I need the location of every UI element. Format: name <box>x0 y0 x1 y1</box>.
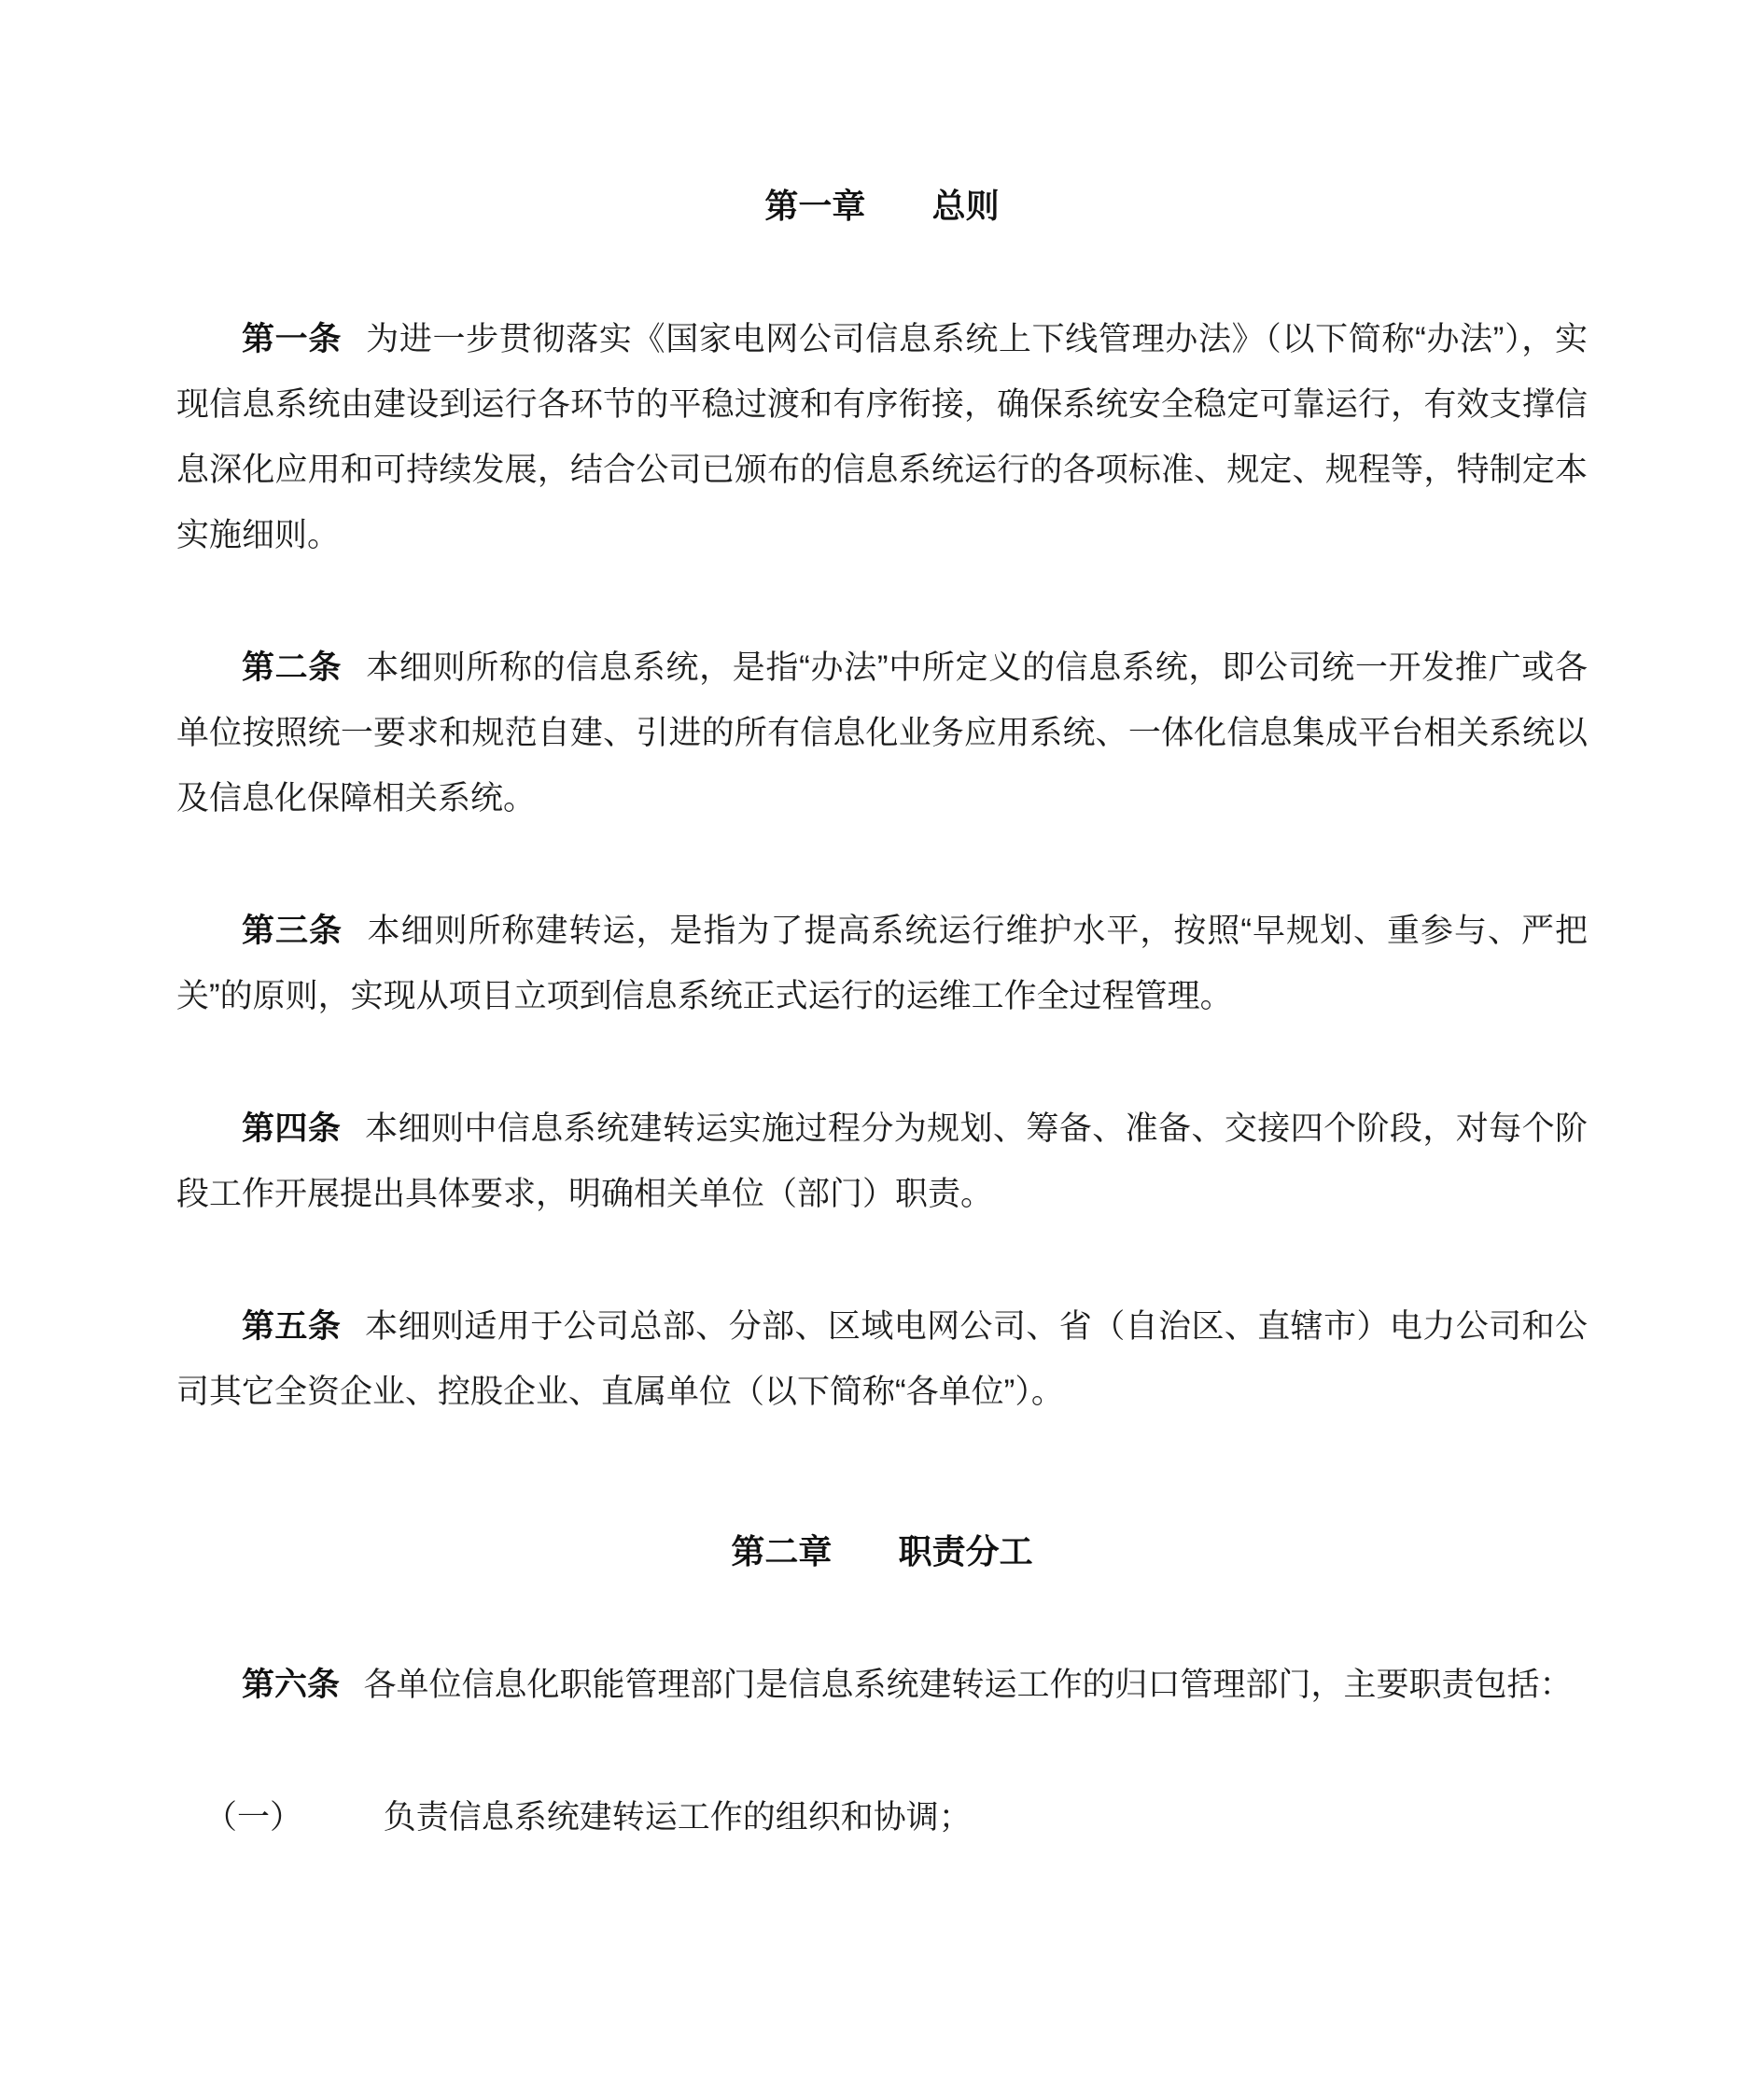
article-6-body: 各单位信息化职能管理部门是信息系统建转运工作的归口管理部门，主要职责包括： <box>363 1667 1573 1703</box>
chapter-1-title: 总则 <box>931 187 1000 225</box>
article-3-label: 第三条 <box>242 913 343 949</box>
article-1 <box>176 307 1588 568</box>
article-3 <box>176 899 1588 1029</box>
chapter-2-number: 第二章 <box>731 1532 833 1570</box>
article-3-body: 本细则所称建转运，是指为了提高系统运行维护水平，按照“早规划、重参与、严把关”的原则，实现从项目立项到信息系统正式运行的运维工作全过程管理。 <box>176 913 1588 1014</box>
article-1-label: 第一条 <box>242 321 343 357</box>
article-2-body: 本细则所称的信息系统，是指“办法”中所定义的信息系统，即公司统一开发推广或各单位按照统一要求和规范自建、引进的所有信息化业务应用系统、一体化信息集成平台相关系统以及信息化保障相关系统。 <box>176 649 1588 817</box>
article-5-body: 本细则适用于公司总部、分部、区域电网公司、省（自治区、直辖市）电力公司和公司其它全资企业、控股企业、直属单位（以下简称“各单位”）。 <box>176 1308 1588 1410</box>
chapter-1-number: 第一章 <box>764 187 866 225</box>
article-2-label: 第二条 <box>242 649 343 686</box>
article-1-body: 为进一步贯彻落实《国家电网公司信息系统上下线管理办法》（以下简称“办法”），实现信息系统由建设到运行各环节的平稳过渡和有序衔接，确保系统安全稳定可靠运行，有效支撑信息深化应用和可持续发展，结合公司已颁布的信息系统运行的各项标准、规定、规程等，特制定本实施细则。 <box>176 321 1588 553</box>
document-content <box>176 0 1588 1850</box>
chapter-1-heading <box>176 173 1588 240</box>
article-2 <box>176 635 1588 831</box>
article-4 <box>176 1096 1588 1227</box>
article-6-label: 第六条 <box>242 1667 341 1703</box>
list-item-1-number: （一） <box>204 1799 303 1836</box>
article-4-body: 本细则中信息系统建转运实施过程分为规划、筹备、准备、交接四个阶段，对每个阶段工作开展提出具体要求，明确相关单位（部门）职责。 <box>176 1110 1588 1212</box>
article-5 <box>176 1294 1588 1425</box>
article-6 <box>176 1653 1588 1718</box>
chapter-2-heading <box>176 1518 1588 1585</box>
chapter-2-title: 职责分工 <box>898 1532 1033 1570</box>
article-5-label: 第五条 <box>242 1308 342 1345</box>
list-item-1 <box>176 1785 1588 1850</box>
article-4-label: 第四条 <box>242 1110 342 1147</box>
list-item-1-text: 负责信息系统建转运工作的组织和协调； <box>383 1799 972 1836</box>
